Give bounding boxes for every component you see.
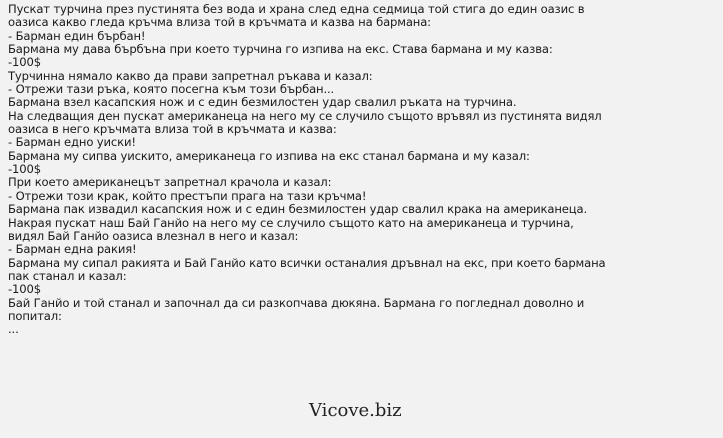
joke-line: Бармана му сипал ракията и Бай Ганйо като всички останалия дръвнал на екс, при което бармана xyxy=(8,255,606,270)
joke-line: Бармана му сипва уискито, американеца го изпива на екс станал бармана и му казал: xyxy=(8,148,530,163)
joke-line: - Отрежи този крак, който престъпи прага на тази кръчма! xyxy=(8,188,367,203)
joke-line: Накрая пускат наш Бай Ганйо на него му се случило същото като на американеца и турчина, xyxy=(8,215,574,230)
joke-line: - Отрежи тази ръка, която посегна към този бърбан... xyxy=(8,82,335,97)
joke-line: пак станал и казал: xyxy=(8,268,127,283)
joke-line: -100$ xyxy=(8,162,41,177)
joke-line: Турчинна нямало какво да прави запретнал ръкава и казал: xyxy=(8,68,373,83)
joke-line: попитал: xyxy=(8,308,62,323)
joke-line: Бармана взел касапския нож и с един безмилостен удар свалил ръката на турчина. xyxy=(8,95,517,110)
site-watermark: Vicove.biz xyxy=(309,400,402,421)
joke-line: - Барман една ракия! xyxy=(8,242,137,257)
joke-line: - Барман едно уиски! xyxy=(8,135,136,150)
joke-line: Пускат турчина през пустинята без вода и храна след една седмица той стига до един оазис в xyxy=(8,2,585,16)
joke-line: -100$ xyxy=(8,282,41,297)
joke-line: Бай Ганйо и той станал и започнал да си разкопчава дюкяна. Бармана го погледнал доволно и xyxy=(8,295,585,310)
joke-line: При което американецът запретнал крачола и казал: xyxy=(8,175,332,190)
joke-line: оазиса какво гледа кръчма влиза той в кръчмата и казва на бармана: xyxy=(8,15,431,30)
joke-line: оазиса в него кръчмата влиза той в кръчмата и казва: xyxy=(8,122,337,137)
joke-line: Бармана му дава бърбъна при което турчина го изпива на екс. Става бармана и му казва: xyxy=(8,42,553,57)
joke-line: Бармана пак извадил касапския нож и с един безмилостен удар свалил крака на американеца. xyxy=(8,202,588,217)
joke-line: На следващия ден пускат американеца на него му се случило същото връвял из пустинята видял xyxy=(8,108,602,123)
joke-line: видял Бай Ганйо оазиса влезнал в него и казал: xyxy=(8,228,299,243)
joke-line: ... xyxy=(8,322,19,337)
joke-line: - Барман един бърбан! xyxy=(8,28,146,43)
joke-line: -100$ xyxy=(8,55,41,70)
joke-text xyxy=(8,2,606,337)
